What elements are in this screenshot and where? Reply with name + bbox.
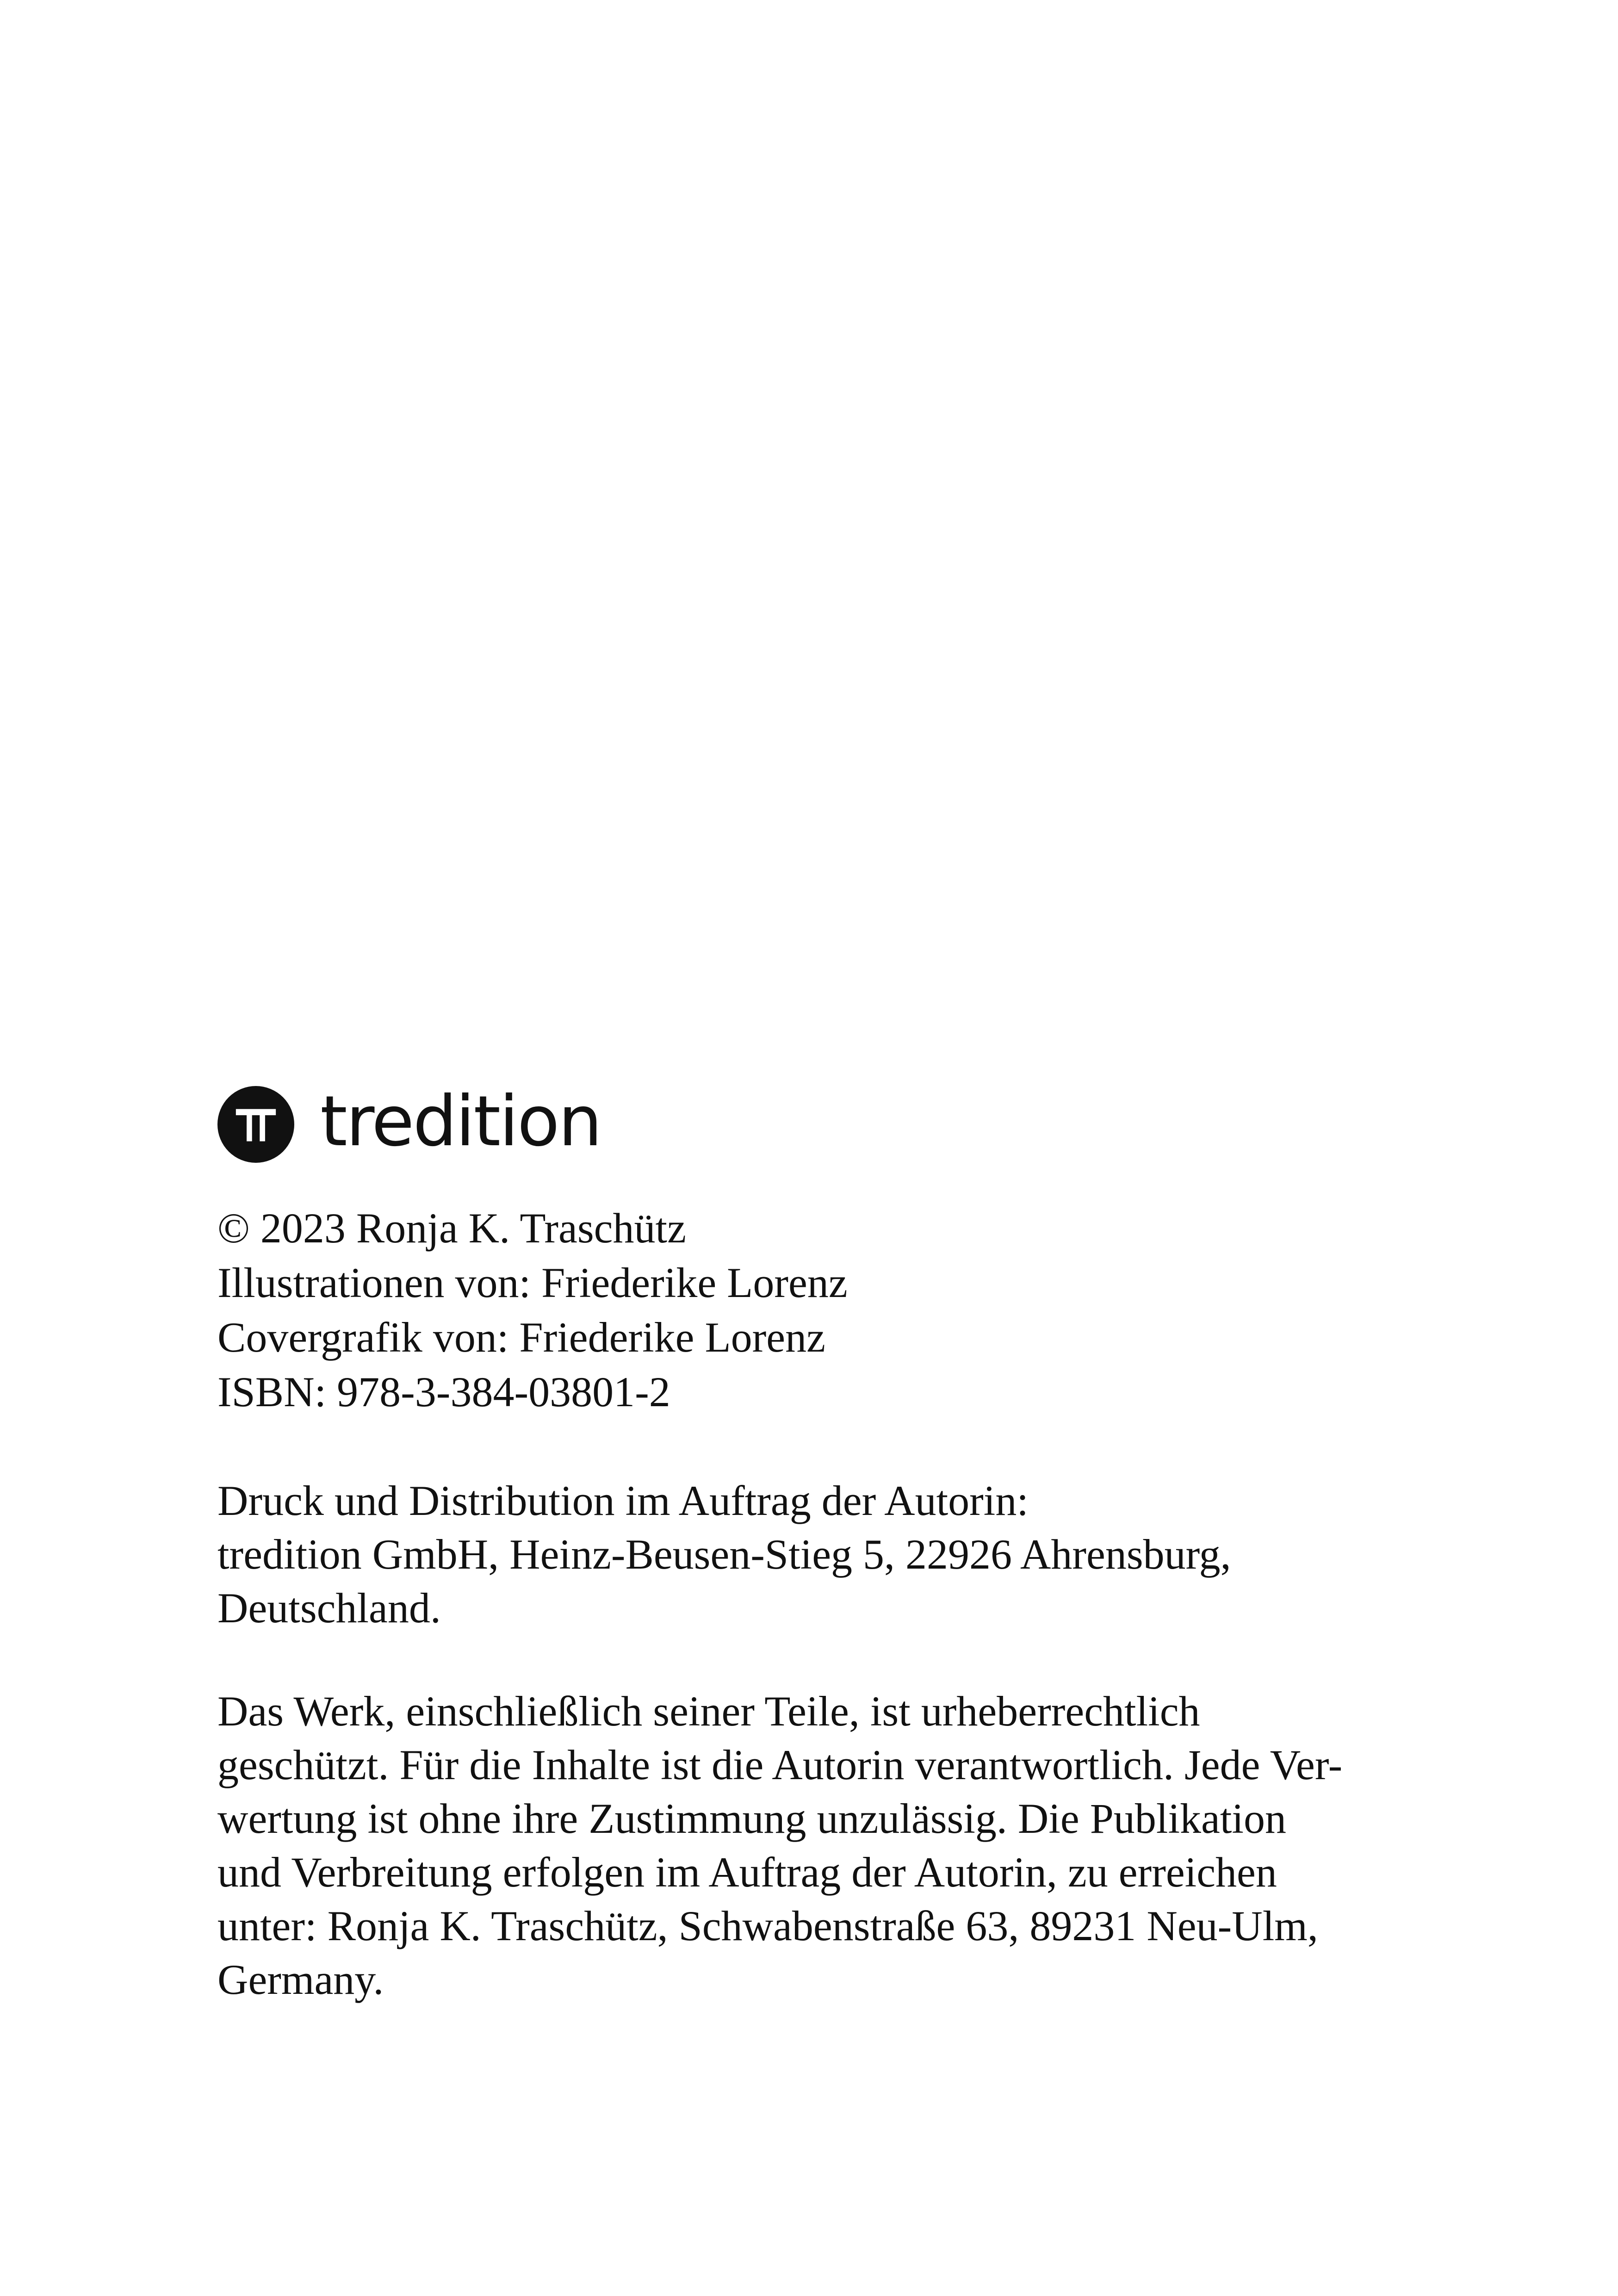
printing-block (217, 1474, 1467, 1635)
isbn-line: ISBN: 978-3-384-03801-2 (217, 1368, 670, 1415)
legal-line: und Verbreitung erfolgen im Auftrag der Autorin, zu erreichen (217, 1849, 1277, 1896)
publisher-wordmark: tredition (320, 1081, 601, 1162)
imprint-block (217, 1201, 1467, 1419)
legal-line: wertung ist ohne ihre Zustimmung unzulässig. Die Publikation (217, 1795, 1286, 1842)
publisher-logo (217, 1083, 601, 1166)
printing-line: Deutschland. (217, 1584, 441, 1632)
legal-line: Germany. (217, 1956, 384, 2003)
legal-line: unter: Ronja K. Traschütz, Schwabenstraße 63, 89231 Neu-Ulm, (217, 1902, 1318, 1949)
illustrations-credit: Illustrationen von: Friederike Lorenz (217, 1259, 848, 1306)
printing-line: Druck und Distribution im Auftrag der Autorin: (217, 1477, 1029, 1524)
legal-notice (217, 1684, 1467, 2006)
tredition-logo-icon (217, 1086, 294, 1163)
legal-line: Das Werk, einschließlich seiner Teile, ist urheberrechtlich (217, 1688, 1200, 1735)
cover-credit: Covergrafik von: Friederike Lorenz (217, 1314, 825, 1361)
copyright-line: © 2023 Ronja K. Traschütz (217, 1204, 686, 1252)
legal-line: geschützt. Für die Inhalte ist die Autorin verantwortlich. Jede Ver- (217, 1741, 1343, 1788)
printing-line: tredition GmbH, Heinz-Beusen-Stieg 5, 22926 Ahrensburg, (217, 1531, 1231, 1578)
